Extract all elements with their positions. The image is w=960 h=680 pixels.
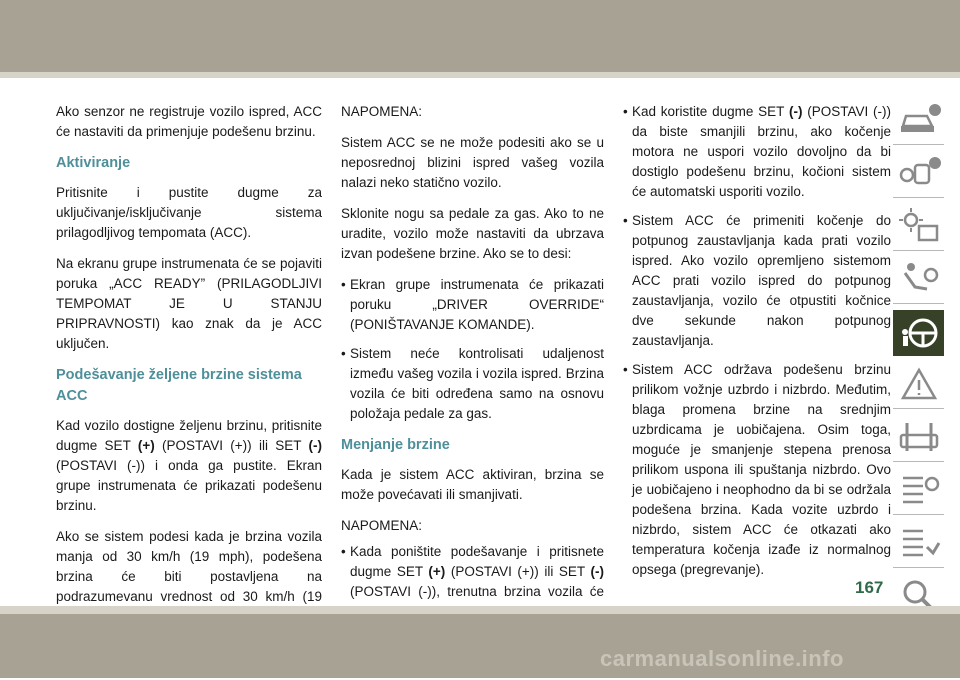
- bottom-stripe: [0, 606, 960, 614]
- watermark: carmanualsonline.info: [600, 646, 844, 671]
- list-item: [341, 344, 604, 424]
- section-heading: Aktiviranje: [56, 155, 131, 171]
- light-signal-icon: [897, 206, 941, 246]
- tab-safety[interactable]: [893, 257, 944, 304]
- paragraph: Pritisnite i pustite dugme za uključivanje/isključivanje sistema prilagodljivog tempomata (ACC).: [56, 185, 322, 240]
- bullet-mark: •: [623, 362, 628, 377]
- paragraph: Sklonite nogu sa pedale za gas. Ako to ne uradite, vozilo može nastaviti da ubrzava izvan podešene brzine. Ako se to desi:: [341, 206, 604, 261]
- paragraph: Na ekranu grupe instrumenata će se pojaviti poruka „ACC READY” (PRILAGODLJIVI TEMPOMAT JE U STANJU PRIPRAVNOSTI) kao znak da je ACC uključen.: [56, 256, 322, 351]
- paragraph: Ako se sistem podesi kada je brzina vozila manja od 30 km/h (19 mph), podešena brzina će biti postavljena na podrazumevanu vrednost od 30 km/h (19: [56, 529, 322, 604]
- note-title: NAPOMENA:: [341, 518, 423, 533]
- bold-run: (-): [788, 104, 803, 119]
- paragraph: [56, 416, 322, 516]
- text-run: (POSTAVI (+)) ili SET: [445, 564, 591, 579]
- bullet-mark: •: [623, 213, 628, 228]
- bullet-list: [623, 102, 891, 580]
- text-run: (POSTAVI (+)) ili SET: [154, 438, 309, 453]
- list-item-text: Sistem ACC održava podešenu brzinu prilikom vožnje uzbrdo i nizbrdo. Međutim, blaga promena brzine na srednjim uzbrdicama je uobičajena. Osim toga, moguće je smanjenje stepena prenosa prilikom uspona ili spuštanja nizbrdo. Ovo je uobičajeno i neophodno da bi se održala podešena brzina. Kada vozite uzbrdo i nizbrdo, sistem ACC će otkazati ako temperatura kočenja izađe iz normalnog opsega (pregrevanje).: [632, 362, 891, 577]
- specs-list-icon: [897, 523, 941, 563]
- bullet-mark: •: [341, 277, 346, 292]
- bold-run: (+): [137, 438, 155, 453]
- tab-service[interactable]: [893, 415, 944, 462]
- tab-lights-signals[interactable]: [893, 204, 944, 251]
- column-1: [56, 102, 322, 678]
- hazard-triangle-icon: [897, 364, 941, 404]
- note-text: Sistem ACC se ne može podesiti ako se u neposrednoj blizini ispred vašeg vozila nalazi neko statično vozilo.: [341, 135, 604, 190]
- paragraph: Ako senzor ne registruje vozilo ispred, ACC će nastaviti da primenjuje podešenu brzinu.: [56, 104, 322, 139]
- top-stripe: [0, 72, 960, 78]
- list-item-text: Ekran grupe instrumenata će prikazati poruku „DRIVER OVERRIDE“ (PONIŠTAVANJE KOMANDE).: [350, 277, 604, 332]
- bullet-mark: •: [623, 104, 628, 119]
- list-item-text: Sistem ACC će primeniti kočenje do potpunog zaustavljanja kada prati vozilo ispred. Ako vozilo opremljeno sistemom ACC prati vozilo ispred do potpunog zaustavljanja, vozilo će otpustiti kočnice dve sekunde nakon potpunog zaustavljanja.: [632, 213, 891, 348]
- bold-run: (-): [590, 564, 604, 579]
- tab-driving[interactable]: [893, 310, 944, 356]
- text-run: Kad vozilo dostigne željenu brzinu, pritisnite dugme SET: [56, 418, 322, 453]
- tools-icon: [897, 417, 941, 457]
- text-run: (POSTAVI (-)), trenutna brzina vozila će: [350, 584, 604, 599]
- section-heading: Podešavanje željene brzine sistema ACC: [56, 367, 302, 404]
- list-item: [623, 211, 891, 351]
- text-run: (POSTAVI (-)) da biste smanjili brzinu, ako kočenje motora ne uspori vozilo dovoljno da bi dostiglo podešenu brzinu, kočioni sistem će automatski usporiti vozilo.: [632, 104, 892, 199]
- text-run: Kada poništite podešavanje i pritisnete dugme SET: [350, 544, 604, 579]
- maintenance-list-icon: [897, 470, 941, 510]
- chapter-tabs: [893, 98, 944, 680]
- bullet-mark: •: [341, 544, 346, 559]
- seat-safety-icon: [897, 259, 941, 299]
- warning-lights-icon: [897, 153, 941, 193]
- bullet-mark: •: [341, 346, 346, 361]
- list-item-text: Sistem neće kontrolisati udaljenost između vašeg vozila i vozila ispred. Brzina vozila će biti određena samo na osnovu položaja pedale za gas.: [350, 346, 604, 421]
- page-number: 167: [855, 578, 884, 597]
- column-3: [623, 102, 891, 591]
- tab-emergency[interactable]: [893, 362, 944, 409]
- section-heading: Menjanje brzine: [341, 437, 450, 453]
- note-title: NAPOMENA:: [341, 104, 423, 119]
- text-run: Kad koristite dugme SET: [632, 104, 789, 119]
- column-2: [341, 102, 604, 633]
- list-item: [623, 102, 891, 202]
- tab-warning-lights[interactable]: [893, 151, 944, 198]
- paragraph: Kada je sistem ACC aktiviran, brzina se može povećavati ili smanjivati.: [341, 467, 604, 502]
- list-item: [623, 360, 891, 580]
- list-item: [341, 275, 604, 335]
- bullet-list: [341, 275, 604, 424]
- tab-specifications[interactable]: [893, 521, 944, 568]
- top-band: [0, 0, 960, 72]
- bold-run: (-): [308, 438, 323, 453]
- tab-maintenance[interactable]: [893, 468, 944, 515]
- tab-vehicle-info[interactable]: [893, 98, 944, 145]
- steering-wheel-icon: [897, 312, 941, 352]
- bold-run: (+): [428, 564, 446, 579]
- car-info-icon: [897, 100, 941, 140]
- text-run: (POSTAVI (-)) i onda ga pustite. Ekran grupe instrumenata će prikazati podešenu brzinu.: [56, 458, 322, 513]
